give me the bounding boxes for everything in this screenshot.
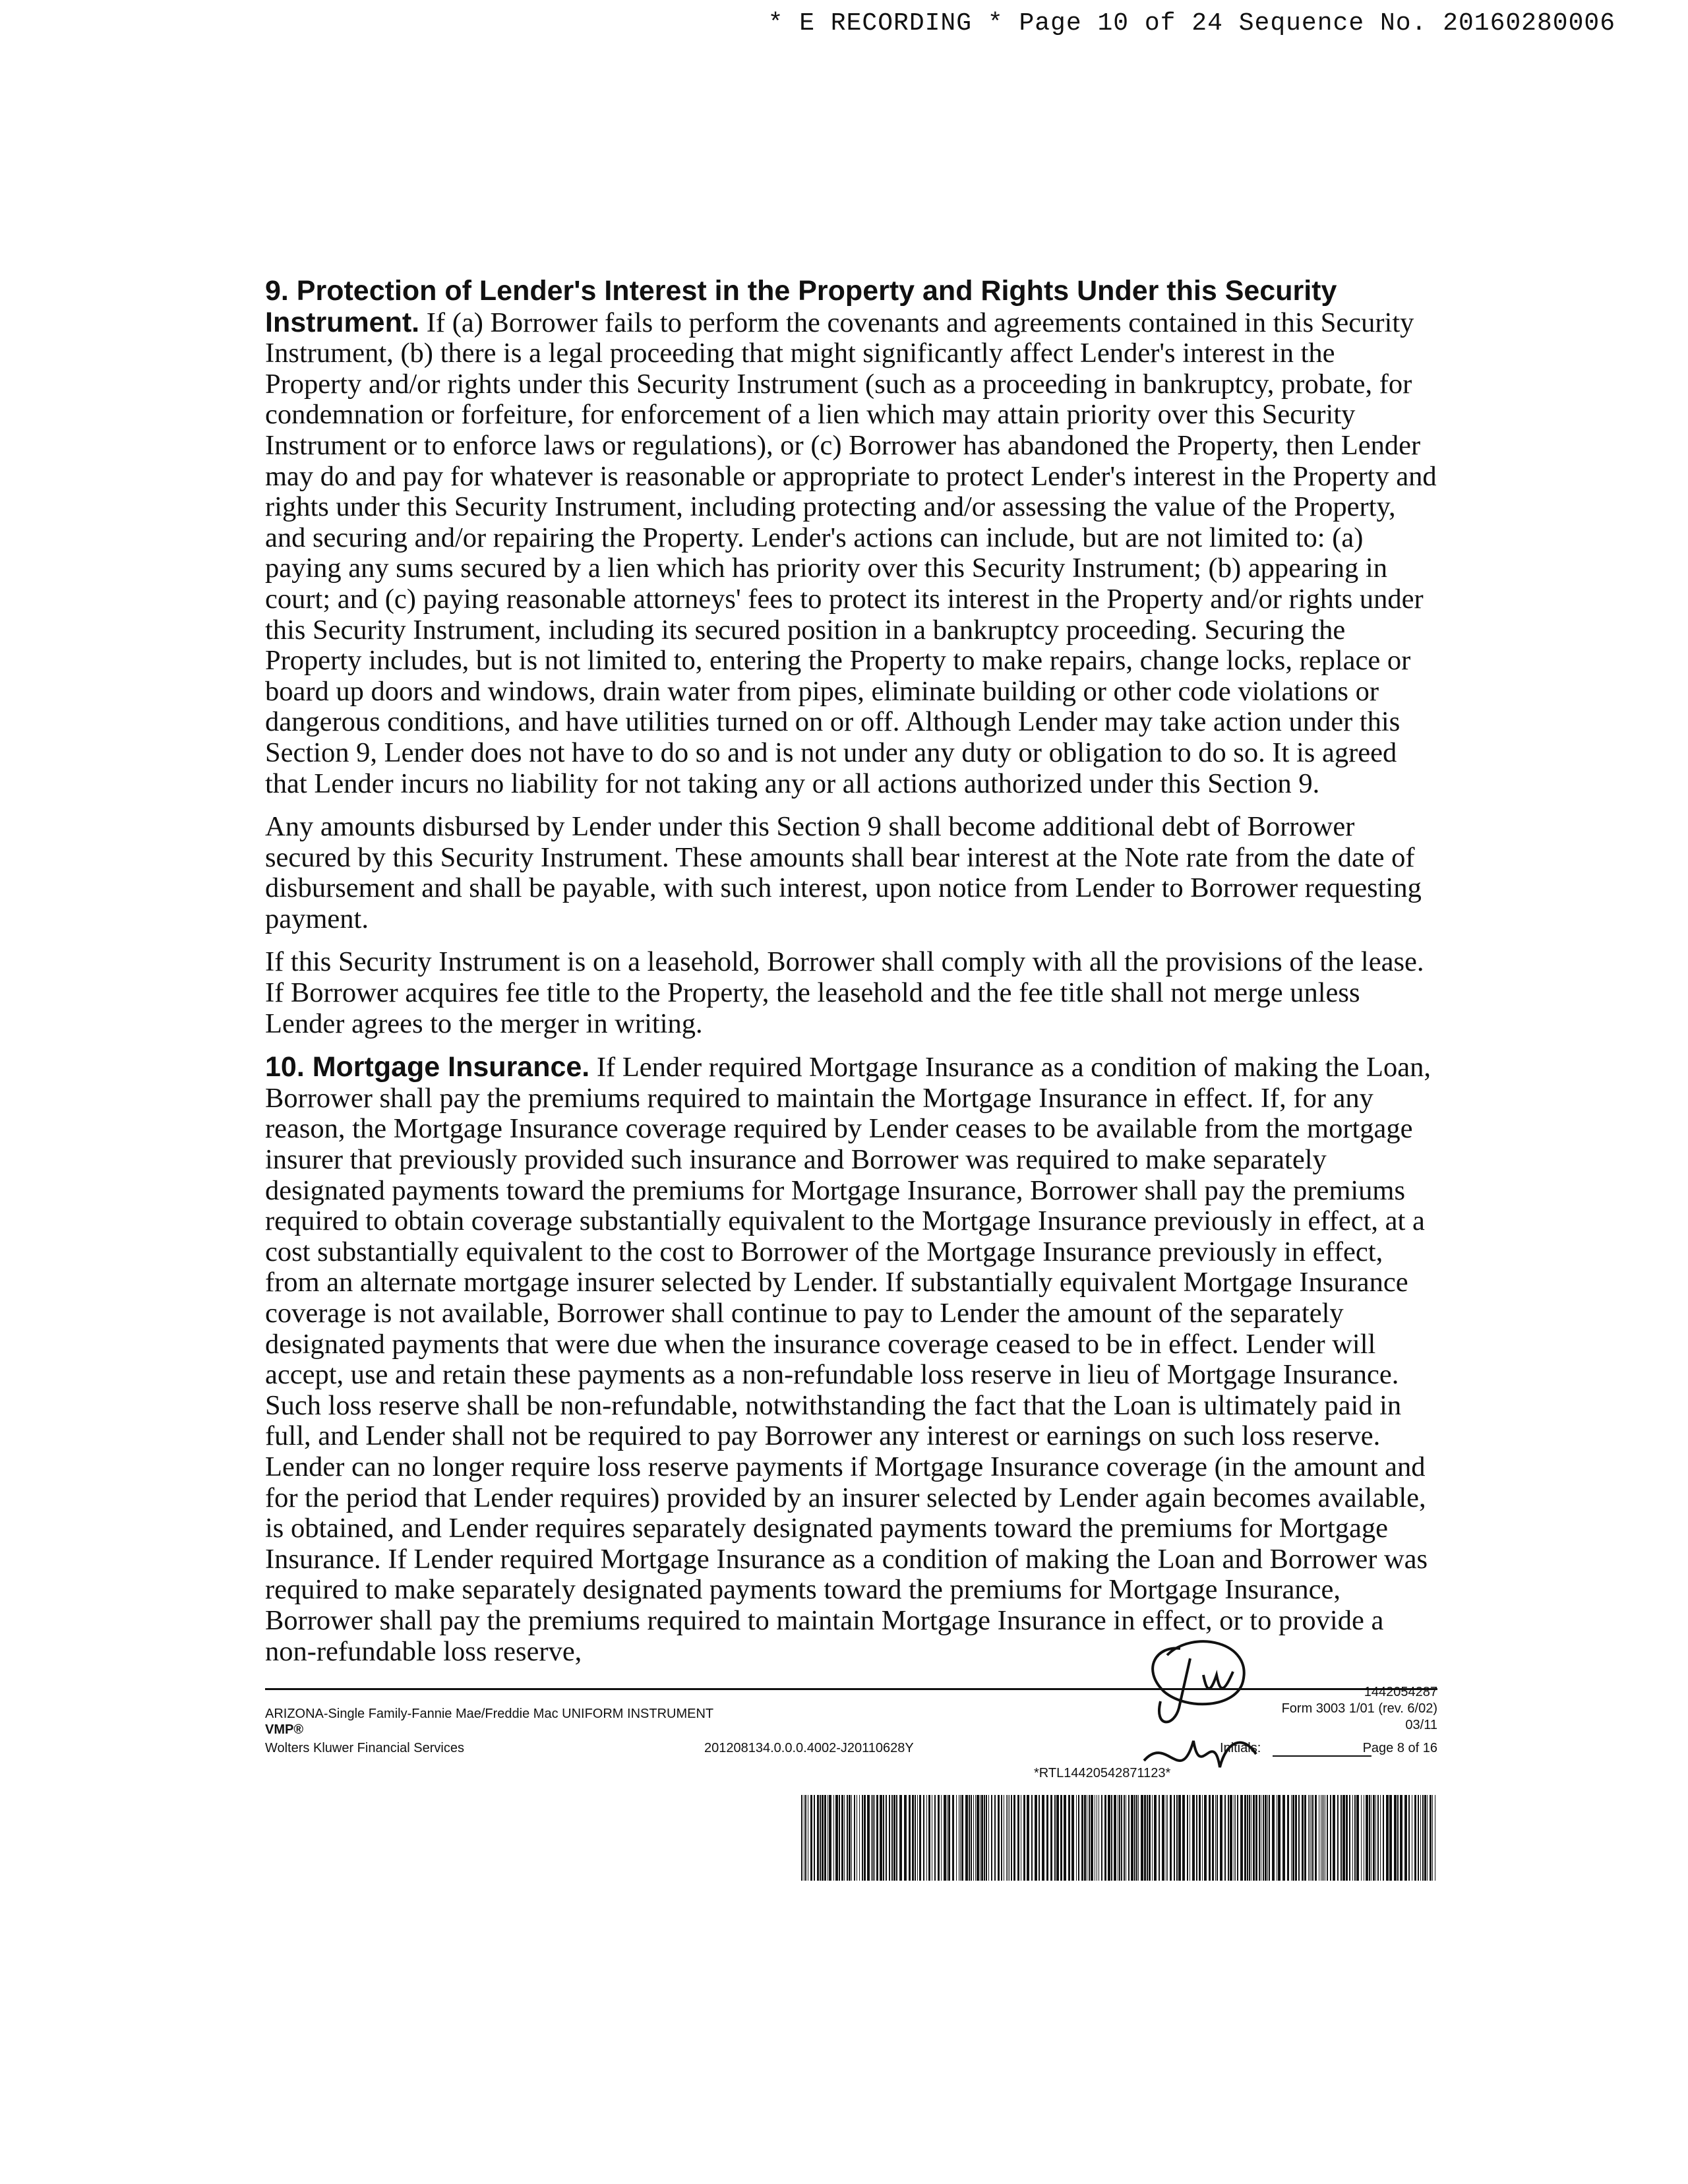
footer-loan-number: 1442054287 [1364,1685,1437,1699]
initials-line [1273,1755,1372,1757]
footer-form: Form 3003 1/01 (rev. 6/02) [1281,1701,1437,1716]
section-9-text: If (a) Borrower fails to perform the covenants and agreements contained in this Security Instrument, (b) there is a legal proceeding that might significantly affect Lender's interest in the Property and/or rights under this Security Instrument (such as a proceeding in bankruptcy, probate, for condemnation or forfeiture, for enforcement of a lien which may attain priority over this Security Instrument or to enforce laws or regulations), or (c) Borrower has abandoned the Property, then Lender may do and pay for whatever is reasonable or appropriate to protect Lender's interest in the Property and rights under this Security Instrument, including protecting and/or assessing the value of the Property, and securing and/or repairing the Property. Lender's actions can include, but are not limited to: (a) paying any sums secured by a lien which has priority over this Security Instrument; (b) appearing in court; and (c) paying reasonable attorneys' fees to protect its interest in the Property and/or rights under this Security Instrument, including its secured position in a bankruptcy proceeding. Securing the Property includes, but is not limited to, entering the Property to make repairs, change locks, replace or board up doors and windows, drain water from pipes, eliminate building or other code violations or dangerous conditions, and have utilities turned on or off. Although Lender may take action under this Section 9, Lender does not have to do so and is not under any duty or obligation to do so. It is agreed that Lender incurs no liability for not taking any or all actions authorized under this Section 9. [265,307,1437,799]
footer-revision: 03/11 [1405,1718,1437,1732]
footer-page: Page 8 of 16 [1362,1741,1437,1755]
footer-initials-label: Initials: [1220,1741,1261,1755]
footer-instrument: ARIZONA-Single Family-Fannie Mae/Freddie Mac UNIFORM INSTRUMENT [265,1707,714,1721]
document-body [265,276,1437,1680]
recording-header: * E RECORDING * Page 10 of 24 Sequence No. 20160280006 [768,9,1615,38]
section-10-paragraph-1 [265,1052,1437,1667]
barcode-image [801,1795,1437,1881]
section-9-paragraph-2: Any amounts disbursed by Lender under this Section 9 shall become additional debt of Borrower secured by this Security Instrument. These amounts shall bear interest at the Note rate from the date of disbursement and shall be payable, with such interest, upon notice from Lender to Borrower requesting payment. [265,811,1422,934]
footer-doc-code: 201208134.0.0.0.4002-J20110628Y [704,1741,914,1755]
section-9-heading: 9. Protection of Lender's Interest in the Property and Rights Under this Security Instrument. [265,275,1337,338]
footer-vmp: VMP® [265,1722,304,1737]
section-10-heading: 10. Mortgage Insurance. [265,1051,590,1083]
section-9-paragraph-3: If this Security Instrument is on a leasehold, Borrower shall comply with all the provisions of the lease. If Borrower acquires fee title to the Property, the leasehold and the fee title shall not merge unless Lender agrees to the merger in writing. [265,946,1424,1039]
footer-publisher: Wolters Kluwer Financial Services [265,1741,464,1755]
barcode-text: *RTL14420542871123* [1034,1766,1171,1780]
section-10-text: If Lender required Mortgage Insurance as a condition of making the Loan, Borrower shall pay the premiums required to maintain the Mortgage Insurance in effect. If, for any reason, the Mortgage Insurance coverage required by Lender ceases to be available from the mortgage insurer that previously provided such insurance and Borrower was required to make separately designated payments toward the premiums for Mortgage Insurance, Borrower shall pay the premiums required to obtain coverage substantially equivalent to the Mortgage Insurance previously in effect, at a cost substantially equivalent to the cost to Borrower of the Mortgage Insurance previously in effect, from an alternate mortgage insurer selected by Lender. If substantially equivalent Mortgage Insurance coverage is not available, Borrower shall continue to pay to Lender the amount of the separately designated payments that were due when the insurance coverage ceased to be in effect. Lender will accept, use and retain these payments as a non-refundable loss reserve in lieu of Mortgage Insurance. Such loss reserve shall be non-refundable, notwithstanding the fact that the Loan is ultimately paid in full, and Lender shall not be required to pay Borrower any interest or earnings on such loss reserve. Lender can no longer require loss reserve payments if Mortgage Insurance coverage (in the amount and for the period that Lender requires) provided by an insurer selected by Lender again becomes available, is obtained, and Lender requires separately designated payments toward the premiums for Mortgage Insurance. If Lender required Mortgage Insurance as a condition of making the Loan and Borrower was required to make separately designated payments toward the premiums for Mortgage Insurance, Borrower shall pay the premiums required to maintain Mortgage Insurance in effect, or to provide a non-refundable loss reserve, [265,1052,1431,1667]
section-9-paragraph-1 [265,276,1437,799]
